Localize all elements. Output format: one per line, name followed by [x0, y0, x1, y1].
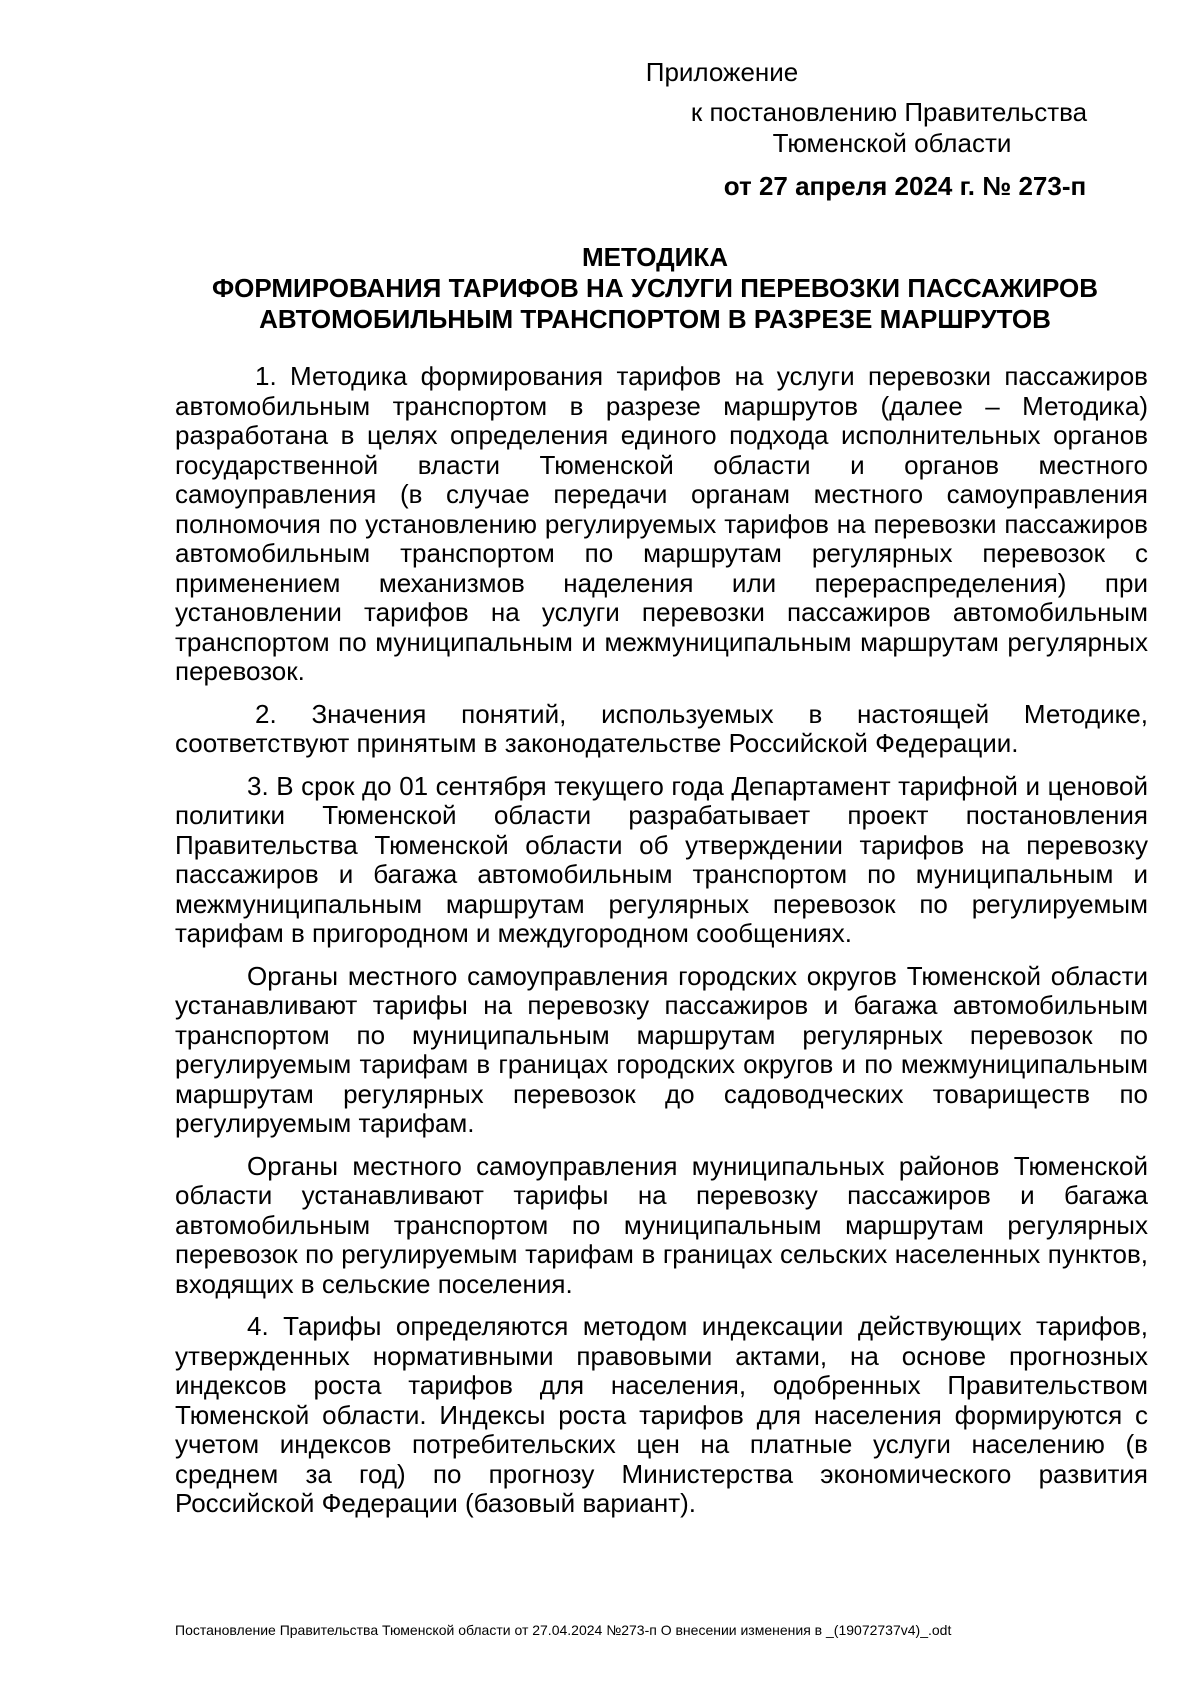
- appendix-label: Приложение: [645, 57, 799, 87]
- title-line-3: АВТОМОБИЛЬНЫМ ТРАНСПОРТОМ В РАЗРЕЗЕ МАРШРУТОВ: [259, 304, 1051, 334]
- title-line-2: ФОРМИРОВАНИЯ ТАРИФОВ НА УСЛУГИ ПЕРЕВОЗКИ ПАССАЖИРОВ: [211, 273, 1099, 303]
- appendix-to-decree: к постановлению Правительства: [690, 97, 1088, 127]
- decree-date: от 27 апреля 2024 г. № 273-п: [723, 171, 1087, 201]
- paragraph-4: 4. Тарифы определяются методом индексации действующих тарифов, утвержденных нормативными правовыми актами, на основе прогнозных индексов роста тарифов для населения, одобренных Правительством Тюменской области. Индексы роста тарифов для населения формируются с учетом индексов потребительских цен на платные услуги населению (в среднем за год) по прогнозу Министерства экономического развития Российской Федерации (базовый вариант).: [175, 1311, 1148, 1518]
- document-footer: Постановление Правительства Тюменской области от 27.04.2024 №273-п О внесении изменения в _(19072737v4)_.odt: [175, 1622, 952, 1638]
- paragraph-3-municipal-districts: Органы местного самоуправления муниципальных районов Тюменской области устанавливают тарифы на перевозку пассажиров и багажа автомобильным транспортом по муниципальным маршрутам регулярных перевозок по регулируемым тарифам в границах сельских населенных пунктов, входящих в сельские поселения.: [175, 1150, 1148, 1299]
- document-title: [175, 242, 1135, 335]
- paragraph-2: 2. Значения понятий, используемых в настоящей Методике, соответствуют принятым в законодательстве Российской Федерации.: [175, 698, 1148, 758]
- appendix-region: Тюменской области: [772, 128, 1012, 158]
- paragraph-1: 1. Методика формирования тарифов на услуги перевозки пассажиров автомобильным транспортом в разрезе маршрутов (далее – Методика) разработана в целях определения единого подхода исполнительных органов государственной власти Тюменской области и органов местного самоуправления (в случае передачи органам местного самоуправления полномочия по установлению регулируемых тарифов на перевозки пассажиров автомобильным транспортом по маршрутам регулярных перевозок с применением механизмов наделения или перераспределения) при установлении тарифов на услуги перевозки пассажиров автомобильным транспортом по муниципальным и межмуниципальным маршрутам регулярных перевозок.: [175, 361, 1148, 686]
- title-line-1: МЕТОДИКА: [582, 242, 728, 272]
- document-body: [175, 362, 1148, 1532]
- paragraph-3-urban-districts: Органы местного самоуправления городских округов Тюменской области устанавливают тарифы на перевозку пассажиров и багажа автомобильным транспортом по муниципальным маршрутам регулярных перевозок по регулируемым тарифам в границах городских округов и по межмуниципальным маршрутам регулярных перевозок до садоводческих товариществ по регулируемым тарифам.: [175, 960, 1148, 1138]
- paragraph-3: 3. В срок до 01 сентября текущего года Департамент тарифной и ценовой политики Тюменской области разрабатывает проект постановления Правительства Тюменской области об утверждении тарифов на перевозку пассажиров и багажа автомобильным транспортом по муниципальным и межмуниципальным маршрутам регулярных перевозок по регулируемым тарифам в пригородном и междугородном сообщениях.: [175, 770, 1148, 948]
